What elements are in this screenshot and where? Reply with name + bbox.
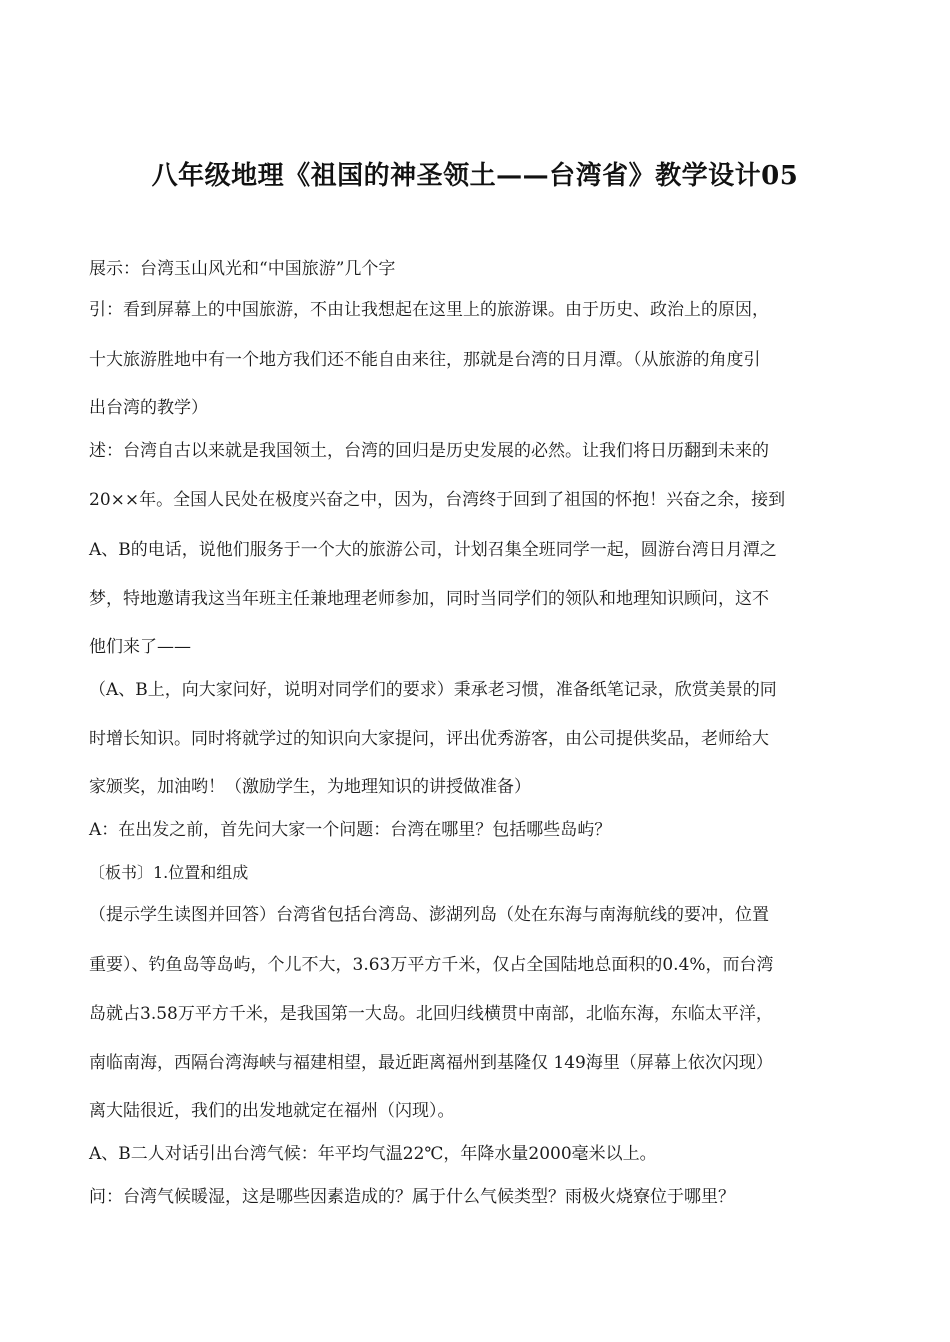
paragraph-line: 家颁奖，加油哟！（激励学生，为地理知识的讲授做准备） xyxy=(89,777,531,797)
paragraph-line: 南临南海，西隔台湾海峡与福建相望，最近距离福州到基隆仅 149海里（屏幕上依次闪现） xyxy=(89,1053,773,1073)
paragraph-line: A、B二人对话引出台湾气候：年平均气温22℃，年降水量2000毫米以上。 xyxy=(89,1144,657,1164)
paragraph-line: （提示学生读图并回答）台湾省包括台湾岛、澎湖列岛（处在东海与南海航线的要冲，位置 xyxy=(89,905,769,925)
paragraph-line: 岛就占3.58万平方千米，是我国第一大岛。北回归线横贯中南部，北临东海，东临太平洋， xyxy=(89,1004,773,1024)
paragraph-line: 梦，特地邀请我这当年班主任兼地理老师参加，同时当同学们的领队和地理知识顾问，这不 xyxy=(89,589,769,609)
paragraph-line: 20××年。全国人民处在极度兴奋之中，因为，台湾终于回到了祖国的怀抱！兴奋之余，接到 xyxy=(89,490,786,510)
paragraph-line: （A、B上，向大家问好，说明对同学们的要求）秉承老习惯，准备纸笔记录，欣赏美景的同 xyxy=(89,680,777,700)
paragraph-line: A、B的电话，说他们服务于一个大的旅游公司，计划召集全班同学一起，圆游台湾日月潭之 xyxy=(89,540,777,560)
paragraph-line: 述：台湾自古以来就是我国领土，台湾的回归是历史发展的必然。让我们将日历翻到未来的 xyxy=(89,441,769,461)
paragraph-line: 时增长知识。同时将就学过的知识向大家提问，评出优秀游客，由公司提供奖品，老师给大 xyxy=(89,729,769,749)
document-title: 八年级地理《祖国的神圣领土——台湾省》教学设计05 xyxy=(151,161,799,191)
board-note-heading: 〔板书〕1.位置和组成 xyxy=(89,863,249,882)
paragraph-line: 出台湾的教学） xyxy=(89,398,208,418)
paragraph-line: 离大陆很近，我们的出发地就定在福州（闪现）。 xyxy=(89,1101,455,1121)
paragraph-line: 问：台湾气候暖湿，这是哪些因素造成的？属于什么气候类型？雨极火烧寮位于哪里？ xyxy=(89,1187,735,1207)
paragraph-line: 十大旅游胜地中有一个地方我们还不能自由来往，那就是台湾的日月潭。（从旅游的角度引 xyxy=(89,350,761,370)
paragraph-line: A：在出发之前，首先问大家一个问题：台湾在哪里？包括哪些岛屿？ xyxy=(89,820,612,840)
paragraph-line: 重要）、钓鱼岛等岛屿，个儿不大，3.63万平方千米，仅占全国陆地总面积的0.4%，而台湾 xyxy=(89,955,774,975)
paragraph-line: 引：看到屏幕上的中国旅游，不由让我想起在这里上的旅游课。由于历史、政治上的原因， xyxy=(89,300,769,320)
paragraph-line: 展示：台湾玉山风光和“中国旅游”几个字 xyxy=(89,259,396,279)
paragraph-line: 他们来了—— xyxy=(89,637,191,657)
